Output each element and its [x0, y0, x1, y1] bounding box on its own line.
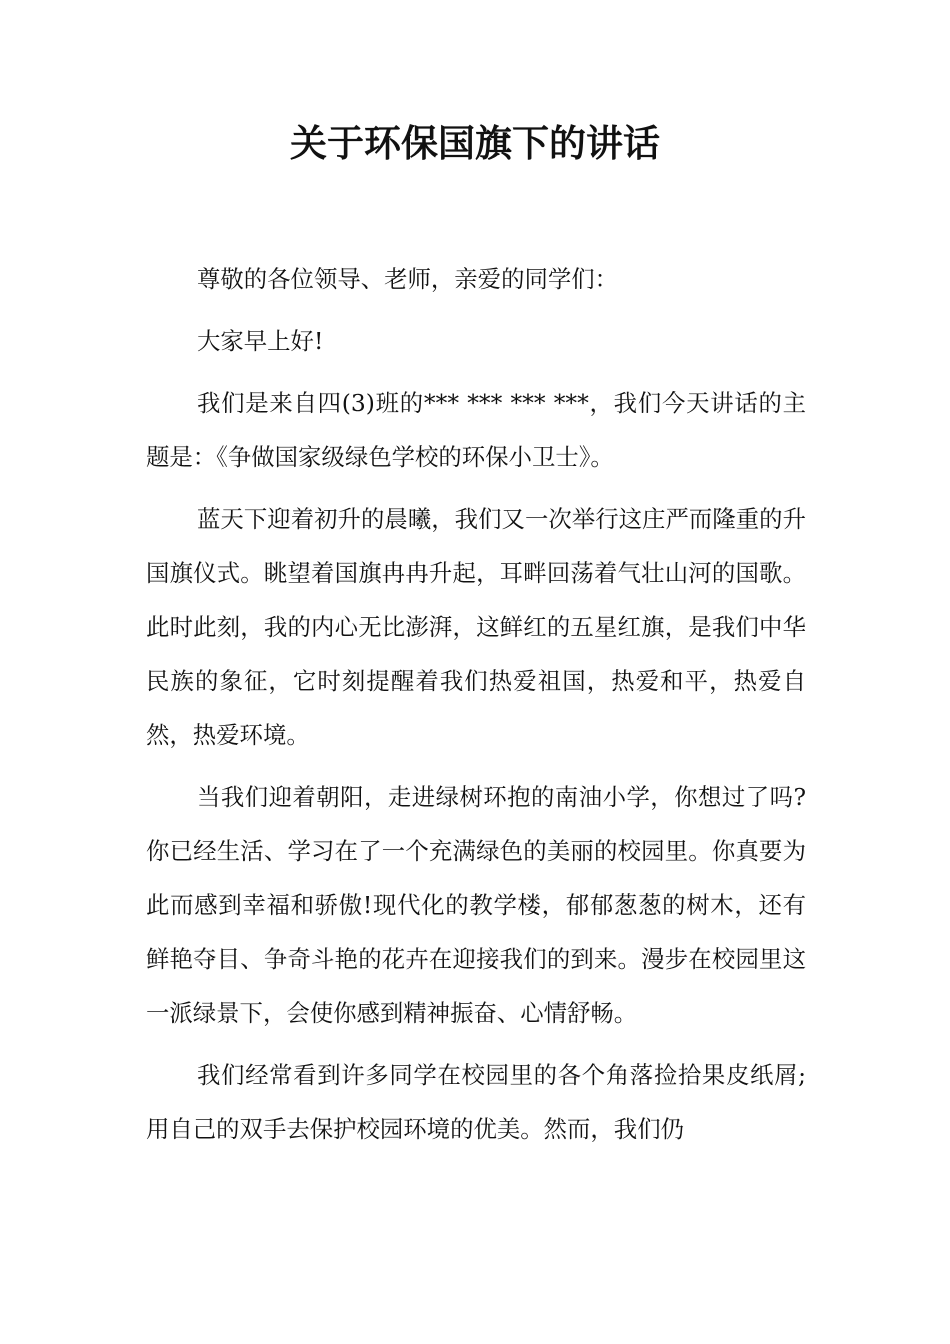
document-title: 关于环保国旗下的讲话	[290, 122, 660, 165]
paragraph-greeting: 尊敬的各位领导、老师，亲爱的同学们：	[197, 265, 619, 293]
paragraph-protect-environment: 我们经常看到许多同学在校园里的各个角落捡拾果皮纸屑;用自己的双手去保护校园环境的优美。然而，我们仍	[146, 1061, 806, 1143]
paragraph-green-campus: 当我们迎着朝阳，走进绿树环抱的南油小学，你想过了吗?你已经生活、学习在了一个充满绿色的美丽的校园里。你真要为此而感到幸福和骄傲!现代化的教学楼，郁郁葱葱的树木，还有鲜艳夺目、争奇斗艳的花卉在迎接我们的到来。漫步在校园里这一派绿景下，会使你感到精神振奋、心情舒畅。	[146, 783, 806, 1027]
document-body	[146, 252, 806, 1164]
paragraph-morning: 大家早上好!	[197, 327, 324, 355]
paragraph-flag-ceremony: 蓝天下迎着初升的晨曦，我们又一次举行这庄严而隆重的升国旗仪式。眺望着国旗冉冉升起，耳畔回荡着气壮山河的国歌。此时此刻，我的内心无比澎湃，这鲜红的五星红旗，是我们中华民族的象征，它时刻提醒着我们热爱祖国，热爱和平，热爱自然，热爱环境。	[146, 505, 806, 749]
paragraph-introduction: 我们是来自四(3)班的*** *** *** ***，我们今天讲话的主题是：《争做国家级绿色学校的环保小卫士》。	[146, 389, 806, 471]
